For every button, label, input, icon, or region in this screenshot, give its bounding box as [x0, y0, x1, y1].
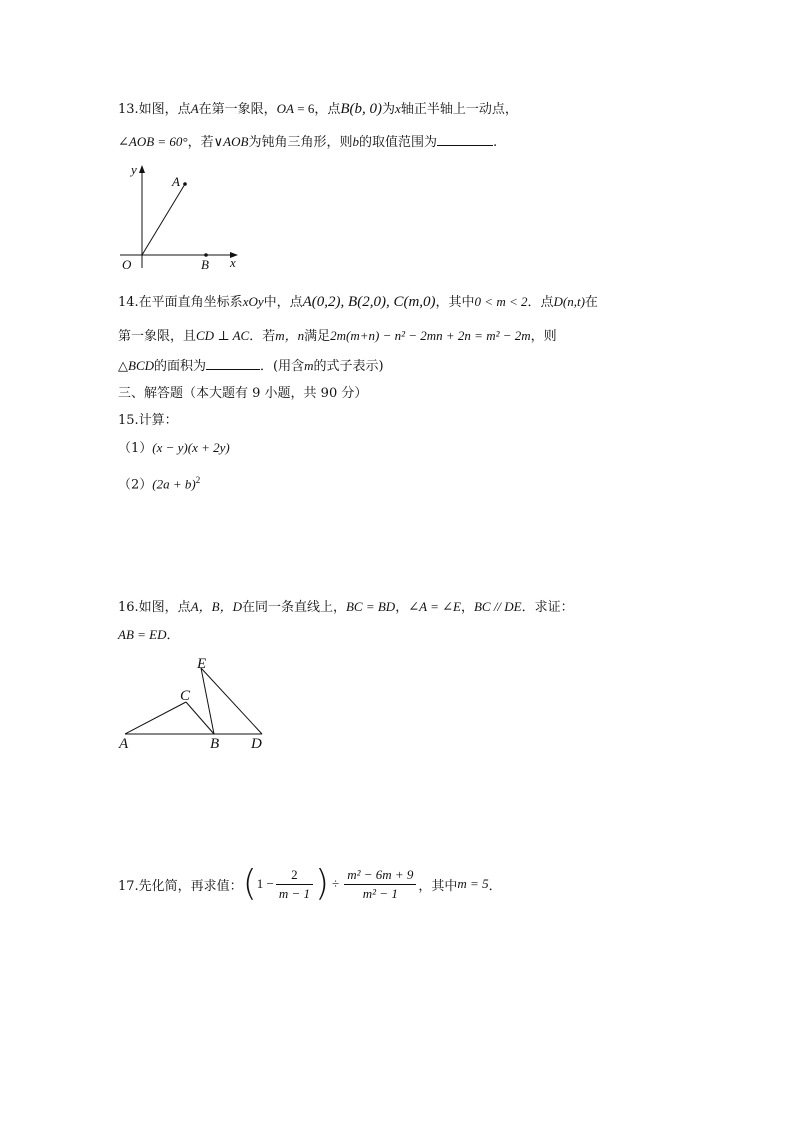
math-goal: AB = ED	[118, 627, 167, 642]
math-expr: (2a + b)	[152, 476, 196, 492]
math-points: A(0,2), B(2,0), C(m,0)	[302, 294, 436, 310]
math-var: m，n	[275, 328, 305, 343]
math-var: A	[190, 101, 199, 116]
math-divide: ÷	[332, 876, 340, 891]
text: 中，点	[263, 295, 303, 310]
segment-be	[201, 668, 214, 734]
q14-line2	[118, 326, 557, 347]
text: 为钝角三角形，则	[248, 135, 353, 150]
math-cond: BC // DE	[473, 599, 522, 614]
segment-ac	[125, 702, 186, 734]
math-var: OA	[276, 101, 294, 116]
text: .	[492, 135, 498, 150]
text: ．点	[527, 295, 554, 310]
q14-line3	[118, 356, 384, 377]
numerator: m² − 6m + 9	[344, 866, 416, 885]
q16-line1	[118, 597, 574, 618]
math-points: A，B，D	[190, 599, 242, 614]
text: ．求证：	[521, 600, 574, 615]
math-triangle: △BCD	[118, 358, 154, 373]
label-o: O	[122, 257, 132, 272]
text: ．	[166, 628, 180, 643]
math-expr: (x − y)(x + 2y)	[152, 440, 230, 455]
math-text: = 6	[294, 101, 315, 116]
text: 轴正半轴上一动点，	[400, 102, 518, 117]
text: 16.如图，点	[118, 600, 191, 615]
math-cond: BC = BD	[345, 599, 396, 614]
fraction-2	[344, 866, 416, 903]
label-x: x	[230, 255, 236, 270]
segment-cb	[186, 702, 214, 734]
text: 的取值范围为	[358, 135, 437, 150]
q13-line2	[118, 132, 497, 153]
answer-blank[interactable]	[437, 133, 493, 146]
text: ．若	[249, 329, 276, 344]
text: 第一象限，且	[118, 329, 197, 344]
text: ，则	[530, 329, 557, 344]
answer-blank[interactable]	[206, 357, 260, 370]
text: 13.如图，点	[118, 102, 191, 117]
text: 的面积为	[154, 359, 207, 374]
paren-left: (	[242, 863, 257, 904]
math-var: xOy	[242, 294, 264, 309]
text: 满足	[304, 329, 331, 344]
text: 17.先化简，再求值：	[118, 878, 243, 894]
text: ．(用含	[260, 359, 305, 374]
y-axis-arrow	[139, 165, 145, 173]
label-y: y	[131, 162, 137, 177]
math-var: x	[395, 101, 401, 116]
text: 在同一条直线上，	[241, 600, 346, 615]
text: 在第一象限，	[198, 102, 277, 117]
section-heading: 三、解答题（本大题有 9 小题，共 90 分）	[118, 386, 368, 401]
label-b: B	[210, 736, 220, 752]
text: ．	[488, 878, 502, 894]
math-point: B(b, 0)	[340, 101, 383, 117]
math-cond: 0 < m < 2	[474, 294, 528, 309]
q16-figure	[110, 650, 280, 755]
label-e: E	[197, 656, 207, 672]
math-triangle: ∨AOB	[213, 134, 249, 149]
label-b: B	[201, 257, 209, 272]
math-var: m	[304, 358, 314, 373]
part-label: （2）	[118, 477, 153, 493]
segment-oa	[142, 184, 185, 255]
label-a: A	[172, 174, 180, 189]
text: 在	[584, 295, 598, 310]
text: ，若	[187, 135, 214, 150]
math-perp: CD ⊥ AC	[196, 328, 250, 343]
label-c: C	[180, 688, 191, 704]
denominator: m² − 1	[362, 885, 398, 901]
q15-title: 15.计算：	[118, 413, 178, 428]
paren-right: )	[315, 863, 330, 904]
q15-part1	[118, 438, 230, 459]
text: ，	[395, 600, 409, 615]
numerator: 2	[276, 866, 313, 885]
q14-line1	[118, 292, 598, 313]
label-a: A	[119, 736, 129, 752]
fraction-1	[276, 866, 313, 903]
math-equation: 2m(m+n) − n² − 2mn + 2n = m² − 2m	[330, 328, 531, 343]
math-text: 1 −	[256, 876, 274, 891]
math-point: D(n,t)	[553, 294, 585, 309]
text: 为	[382, 102, 396, 117]
math-value: m = 5	[457, 876, 489, 891]
label-d: D	[251, 736, 262, 752]
text: 的式子表示)	[313, 359, 384, 374]
text: ，其中	[435, 295, 475, 310]
q13-line1	[118, 99, 518, 120]
math-exponent: 2	[195, 475, 201, 485]
q13-figure	[112, 160, 252, 275]
denominator: m − 1	[278, 885, 310, 901]
q15-part2	[118, 470, 200, 495]
text: ，点	[314, 102, 341, 117]
math-var: b	[352, 134, 359, 149]
text: 14.在平面直角坐标系	[118, 295, 243, 310]
math-cond: ∠A = ∠E	[408, 599, 461, 614]
point-a	[183, 182, 187, 186]
q17	[118, 860, 502, 908]
part-label: （1）	[118, 441, 153, 456]
segment-ed	[201, 668, 262, 734]
text: ，其中	[418, 878, 458, 894]
math-angle: ∠AOB = 60°	[118, 134, 188, 149]
text: ，	[460, 600, 474, 615]
q16-line2	[118, 625, 180, 646]
